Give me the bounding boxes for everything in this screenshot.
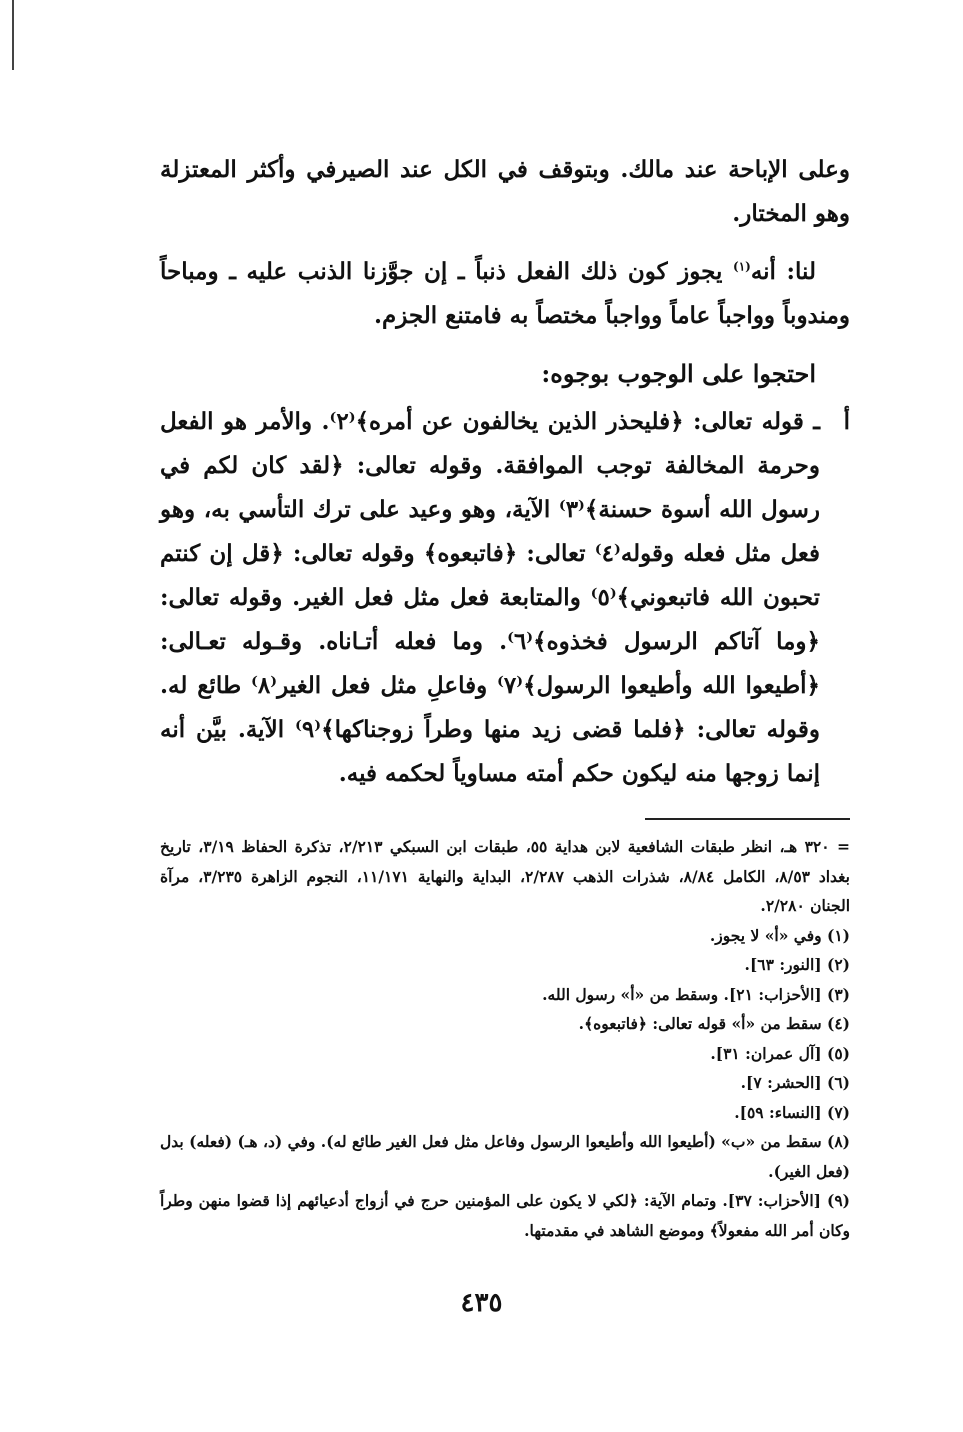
argument-rest: يجوز كون ذلك الفعل ذنباً ـ إن جوَّزنا الذنب عليه ـ ومباحاً ومندوباً وواجباً عاماً وواجباً مختصاً به فامتنع الجزم. — [160, 258, 850, 329]
margin-rule — [12, 0, 14, 70]
footnote-4: (٤) سقط من «أ» قوله تعالى: ﴿فاتبعوه﴾. — [578, 1014, 850, 1033]
footnote-2: (٢) [النور: ٦٣]. — [744, 955, 850, 974]
item-a-text: ـ قوله تعالى: ﴿فليحذر الذين يخالفون عن أمره﴾⁽٢⁾. والأمر هو الفعل وحرمة المخالفة توجب الموافقة. وقوله تعالى: ﴿لقد كان لكم في رسول الله أسوة حسنة﴾⁽٣⁾ الآية، وهو وعيد على ترك التأسي به، وهو فعل مثل فعله وقوله⁽٤⁾ تعالى: ﴿فاتبعوه﴾ وقوله تعالى: ﴿قل إن كنتم تحبون الله فاتبعوني﴾⁽٥⁾ والمتابعة فعل مثل فعل الغير. وقوله تعالى: ﴿وما آتاكم الرسول فخذوه﴾⁽٦⁾. وما فعله أتـاناه. وقـوله تعـالى: ﴿أطيعوا الله وأطيعوا الرسول﴾⁽٧⁾ وفاعلِ مثل فعل الغير⁽٨⁾ طائع له. وقوله تعالى: ﴿فلما قضى زيد منها وطراً زوجناكها﴾⁽٩⁾ الآية. بيَّن أنه إنما زوجها منه ليكون حكم أمته مساوياً لحكمه فيه. — [160, 408, 821, 787]
footnote-9: (٩) [الأحزاب: ٣٧]. وتمام الآية: ﴿لكي لا يكون على المؤمنين حرج في أزواج أدعيائهم إذا قضوا منهن وطراً وكان أمر الله مفعولاً﴾ وموضع الشاهد في مقدمتها. — [160, 1191, 850, 1240]
footnote-6: (٦) [الحشر: ٧]. — [740, 1073, 850, 1092]
page-body — [160, 148, 850, 1245]
item-marker: أ — [843, 408, 850, 435]
argument-start: لنا: أنه — [750, 258, 816, 285]
list-item-a — [160, 400, 850, 796]
paragraph-intro: وعلى الإباحة عند مالك. وبتوقف في الكل عند الصيرفي وأكثر المعتزلة وهو المختار. — [160, 156, 850, 227]
footnote-7: (٧) [النساء: ٥٩]. — [734, 1102, 850, 1122]
footnote-5: (٥) [آل عمران: ٣١]. — [710, 1043, 850, 1063]
footnote-ref-1: (١) — [733, 259, 751, 274]
footnote-separator — [645, 818, 850, 820]
footnote-8: (٨) سقط من «ب» (أطيعوا الله وأطيعوا الرسول وفاعل مثل فعل الغير طائع له). وفي (د، هـ) (فعله) بدل (فعل الغير). — [160, 1132, 850, 1181]
footnote-carryover: = ٣٢٠ هـ، انظر طبقات الشافعية لابن هداية ٥٥، طبقات ابن السبكي ٢/٢١٣، تذكرة الحفاظ ٣/١٩، تاريخ بغداد ٨/٥٣، الكامل ٨/٨٤، شذرات الذهب ٢/٢٨٧، البداية والنهاية ١١/١٧١، النجوم الزاهرة ٣/٢٣٥، مرآة الجنان ٢/٢٨٠. — [160, 837, 850, 915]
footnote-1: (١) وفي «أ» لا يجوز. — [709, 925, 850, 945]
footnote-3: (٣) [الأحزاب: ٢١]. وسقط من «أ» رسول الله. — [542, 984, 850, 1004]
paragraph-argument — [160, 250, 850, 338]
page-number: ٤٣٥ — [460, 1288, 503, 1318]
section-heading: احتجوا على الوجوب بوجوه: — [541, 359, 816, 388]
